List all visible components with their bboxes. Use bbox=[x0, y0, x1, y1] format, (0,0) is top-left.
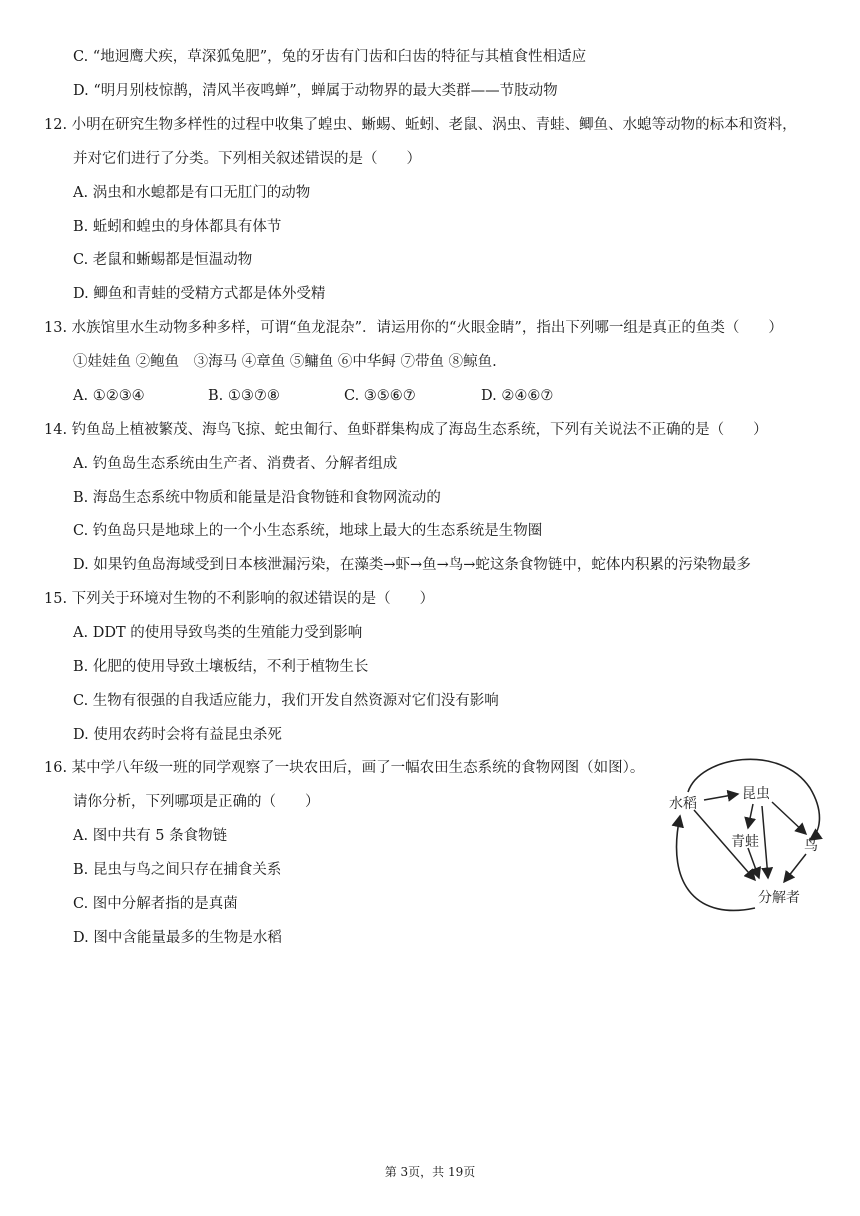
option-d-q13: D. ②④⑥⑦ bbox=[481, 388, 554, 404]
option-b-q15: B. 化肥的使用导致土壤板结，不利于植物生长 bbox=[73, 659, 369, 675]
arrow-insect-decomposer bbox=[762, 806, 768, 878]
question-13-items: ①娃娃鱼 ②鲍鱼 ③海马 ④章鱼 ⑤鳙鱼 ⑥中华鲟 ⑦带鱼 ⑧鲸鱼. bbox=[73, 354, 497, 370]
question-15-stem: 15. 下列关于环境对生物的不利影响的叙述错误的是（ ） bbox=[44, 591, 435, 607]
arrow-bird-decomposer bbox=[784, 854, 806, 882]
option-b-q12: B. 蚯蚓和蝗虫的身体都具有体节 bbox=[73, 219, 282, 235]
food-web-diagram bbox=[660, 748, 840, 923]
question-14-stem: 14. 钓鱼岛上植被繁茂、海鸟飞掠、蛇虫匍行、鱼虾群集构成了海岛生态系统，下列有关说法不正确的是（ ） bbox=[44, 422, 768, 438]
option-a-q12: A. 涡虫和水螅都是有口无肛门的动物 bbox=[73, 185, 311, 201]
question-16-stem: 16. 某中学八年级一班的同学观察了一块农田后，画了一幅农田生态系统的食物网图（如图）。 bbox=[44, 760, 645, 776]
node-decomposer: 分解者 bbox=[758, 890, 800, 906]
option-a-q13: A. ①②③④ bbox=[73, 388, 145, 404]
option-d-q16: D. 图中含能量最多的生物是水稻 bbox=[73, 930, 282, 946]
option-c-q15: C. 生物有很强的自我适应能力，我们开发自然资源对它们没有影响 bbox=[73, 693, 499, 709]
arrow-insect-bird bbox=[772, 802, 806, 834]
node-insect: 昆虫 bbox=[742, 786, 770, 802]
question-16-stem-cont: 请你分析，下列哪项是正确的（ ） bbox=[73, 794, 320, 810]
node-frog: 青蛙 bbox=[731, 834, 759, 850]
option-c-q11: C. “地迥鹰犬疾，草深狐兔肥”，兔的牙齿有门齿和臼齿的特征与其植食性相适应 bbox=[73, 49, 587, 65]
option-b-q14: B. 海岛生态系统中物质和能量是沿食物链和食物网流动的 bbox=[73, 490, 441, 506]
option-d-q15: D. 使用农药时会将有益昆虫杀死 bbox=[73, 727, 282, 743]
question-13-stem: 13. 水族馆里水生动物多种多样，可谓“鱼龙混杂”．请运用你的“火眼金睛”，指出下列哪一组是真正的鱼类（ ） bbox=[44, 320, 783, 336]
arrow-insect-frog bbox=[748, 804, 753, 828]
option-a-q15: A. DDT 的使用导致鸟类的生殖能力受到影响 bbox=[73, 625, 363, 641]
option-b-q16: B. 昆虫与鸟之间只存在捕食关系 bbox=[73, 862, 282, 878]
option-a-q16: A. 图中共有 5 条食物链 bbox=[73, 828, 228, 844]
question-12-stem: 12. 小明在研究生物多样性的过程中收集了蝗虫、蜥蜴、蚯蚓、老鼠、涡虫、青蛙、鲫鱼、水螅等动物的标本和资料， bbox=[44, 117, 797, 133]
option-a-q14: A. 钓鱼岛生态系统由生产者、消费者、分解者组成 bbox=[73, 456, 398, 472]
option-d-q12: D. 鲫鱼和青蛙的受精方式都是体外受精 bbox=[73, 286, 326, 302]
arrow-rice-insect bbox=[704, 794, 738, 800]
node-rice: 水稻 bbox=[669, 796, 697, 812]
option-c-q16: C. 图中分解者指的是真菌 bbox=[73, 896, 238, 912]
option-d-q14: D. 如果钓鱼岛海域受到日本核泄漏污染，在藻类→虾→鱼→鸟→蛇这条食物链中，蛇体内积累的污染物最多 bbox=[73, 557, 751, 573]
node-bird: 鸟 bbox=[804, 838, 818, 854]
page-footer: 第 3页，共 19页 bbox=[384, 1165, 476, 1179]
option-b-q13: B. ①③⑦⑧ bbox=[208, 388, 280, 404]
option-d-q11: D. “明月别枝惊鹊，清风半夜鸣蝉”，蝉属于动物界的最大类群——节肢动物 bbox=[73, 83, 558, 99]
question-12-stem-cont: 并对它们进行了分类。下列相关叙述错误的是（ ） bbox=[73, 151, 421, 167]
option-c-q14: C. 钓鱼岛只是地球上的一个小生态系统，地球上最大的生态系统是生物圈 bbox=[73, 523, 543, 539]
option-c-q13: C. ③⑤⑥⑦ bbox=[344, 388, 416, 404]
arc-bottom bbox=[677, 816, 755, 910]
option-c-q12: C. 老鼠和蜥蜴都是恒温动物 bbox=[73, 252, 253, 268]
